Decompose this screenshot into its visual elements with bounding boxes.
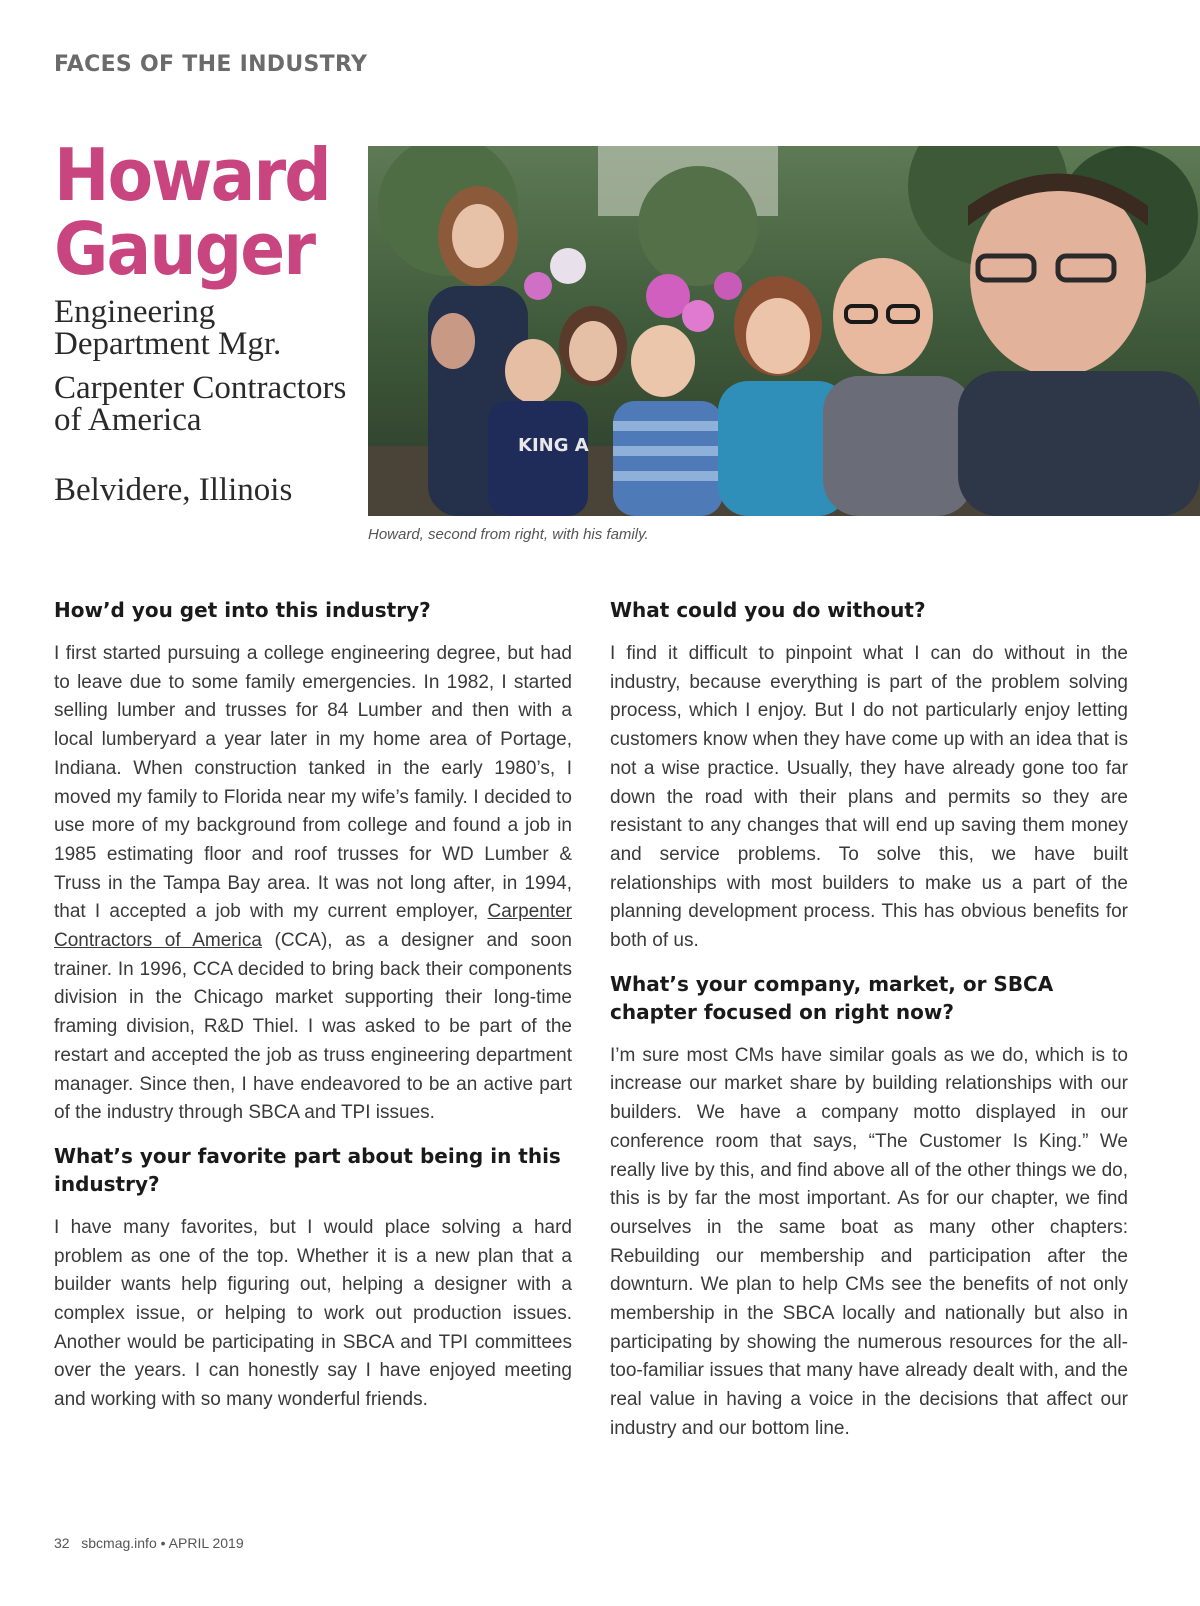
family-photo [368,146,1200,516]
answer-1-text-a: I first started pursuing a college engineering degree, but had to leave due to some family emergencies. In 1982, I started selling lumber and trusses for 84 Lumber and then with a local lumberyard a year later in my home area of Portage, Indiana. When construction tanked in the early 1980’s, I moved my family to Florida near my wife’s family. I decided to use more of my background from college and found a job in 1985 estimating floor and roof trusses for WD Lumber & Truss in the Tampa Bay area. It was not long after, in 1994, that I accepted a job with my current employer, [54,643,572,923]
answer-3: I find it difficult to pinpoint what I can do without in the industry, because everything is part of the problem solving process, which I enjoy. But I do not particularly enjoy letting customers know when they have come up with an idea that is not a wise practice. Usually, they have already gone too far down the road with their plans and permits so they are resistant to any changes that will end up saving them money and service problems. To solve this, we have built relationships with most builders to make us a part of the planning development process. This has obvious benefits for both of us. [610,643,1128,952]
answer-2: I have many favorites, but I would place solving a hard problem as one of the top. Whether it is a new plan that a builder wants help figuring out, helping a designer with a complex issue, or helping to work out production issues. Another would be participating in SBCA and TPI committees over the years. I can honestly say I have enjoyed meeting and working with so many wonderful friends. [54,1216,572,1411]
family-photo-illustration [368,146,1200,516]
section-label: FACES OF THE INDUSTRY [54,52,368,77]
footer-issue: APRIL 2019 [168,1535,244,1551]
profile-location: Belvidere, Illinois [54,472,293,508]
left-column [54,596,572,1429]
answer-1 [54,640,572,1128]
question-2: What’s your favorite part about being in this industry? [54,1143,561,1196]
photo-caption: Howard, second from right, with his family. [368,526,649,543]
profile-name [54,133,330,291]
right-column [610,596,1128,1458]
footer-site: sbcmag.info [81,1535,157,1551]
shirt-text: KING A [518,435,589,456]
page-footer [54,1535,244,1551]
first-name: Howard [54,133,330,217]
last-name: Gauger [54,207,315,291]
question-1: How’d you get into this industry? [54,598,431,622]
question-3: What could you do without? [610,598,926,622]
page-number: 32 [54,1535,70,1551]
profile-title: Engineering Department Mgr. [54,294,282,362]
cca-link[interactable]: Carpenter Contractors of America [54,901,572,952]
footer-separator: • [160,1535,166,1551]
question-4: What’s your company, market, or SBCA chapter focused on right now? [610,971,1054,1024]
answer-4: I’m sure most CMs have similar goals as we do, which is to increase our market share by building relationships with our builders. We have a company motto displayed in our conference room that says, “The Customer Is King.” We really live by this, and find above all of the other things we do, this is by far the most important. As for our chapter, we find ourselves in the same boat as many other chapters: Rebuilding our membership and participation after the downturn. We plan to help CMs see the benefits of not only membership in the SBCA locally and nationally but also in participating by showing the numerous resources for the all-too-familiar issues that many have already dealt with, and the real value in having a voice in the decisions that affect our industry and our bottom line. [610,1044,1128,1439]
answer-1-text-b: (CCA), as a designer and soon trainer. In 1996, CCA decided to bring back their components division in the Chicago market supporting their long-time framing division, R&D Thiel. I was asked to be part of the restart and accepted the job as truss engineering department manager. Since then, I have endeavored to be an active part of the industry through SBCA and TPI issues. [54,930,572,1124]
profile-company: Carpenter Contractors of America [54,370,347,438]
